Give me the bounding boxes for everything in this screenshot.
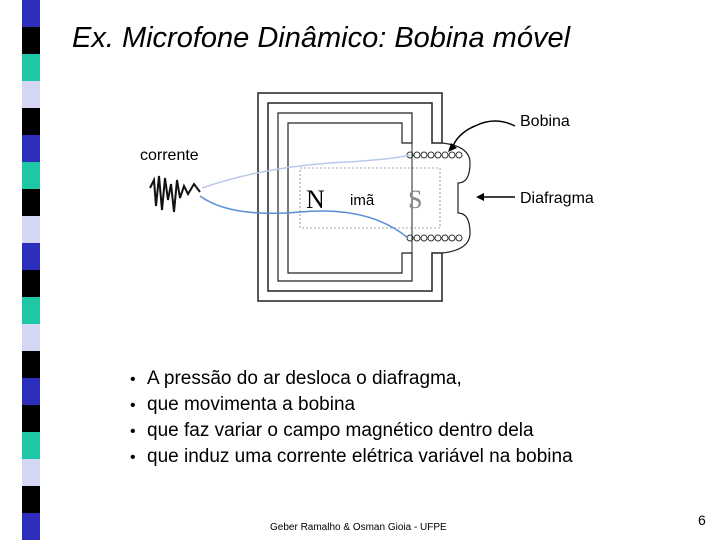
label-bobina: Bobina: [520, 113, 570, 130]
bullet-item: • que movimenta a bobina: [130, 392, 573, 418]
label-diafragma: Diafragma: [520, 190, 594, 207]
label-corrente: corrente: [140, 147, 199, 164]
strip-block: [22, 324, 40, 351]
label-ima: imã: [350, 192, 375, 209]
strip-block: [22, 135, 40, 162]
strip-block: [22, 486, 40, 513]
strip-block: [22, 432, 40, 459]
strip-block: [22, 405, 40, 432]
slide-title: Ex. Microfone Dinâmico: Bobina móvel: [72, 22, 571, 54]
strip-block: [22, 108, 40, 135]
bullet-item: • que faz variar o campo magnético dentro dela: [130, 418, 573, 444]
signal-waveform-icon: [150, 176, 200, 212]
strip-block: [22, 81, 40, 108]
strip-block: [22, 189, 40, 216]
diafragma-arrow-head: [476, 193, 484, 201]
strip-block: [22, 243, 40, 270]
strip-block: [22, 378, 40, 405]
strip-block: [22, 162, 40, 189]
strip-block: [22, 351, 40, 378]
magnet-housing-inner: [278, 113, 412, 281]
coil-top: [407, 152, 462, 158]
wire-upper: [202, 155, 410, 188]
strip-block: [22, 27, 40, 54]
bullet-item: • que induz uma corrente elétrica variável na bobina: [130, 444, 573, 470]
wire-lower: [200, 196, 408, 238]
bullet-list: [130, 366, 573, 470]
microphone-diagram: [140, 88, 620, 323]
footer-credit: Geber Ramalho & Osman Gioia - UFPE: [270, 522, 447, 533]
strip-block: [22, 513, 40, 540]
strip-block: [22, 459, 40, 486]
strip-block: [22, 0, 40, 27]
coil-bottom: [407, 235, 462, 241]
strip-block: [22, 54, 40, 81]
pole-n: N: [306, 185, 325, 214]
strip-block: [22, 270, 40, 297]
strip-block: [22, 297, 40, 324]
bullet-item: • A pressão do ar desloca o diafragma,: [130, 366, 573, 392]
bobina-arrow: [452, 121, 515, 148]
pole-s: S: [408, 185, 423, 214]
page-number: 6: [698, 512, 706, 528]
strip-block: [22, 216, 40, 243]
decorative-color-strip: [22, 0, 40, 540]
